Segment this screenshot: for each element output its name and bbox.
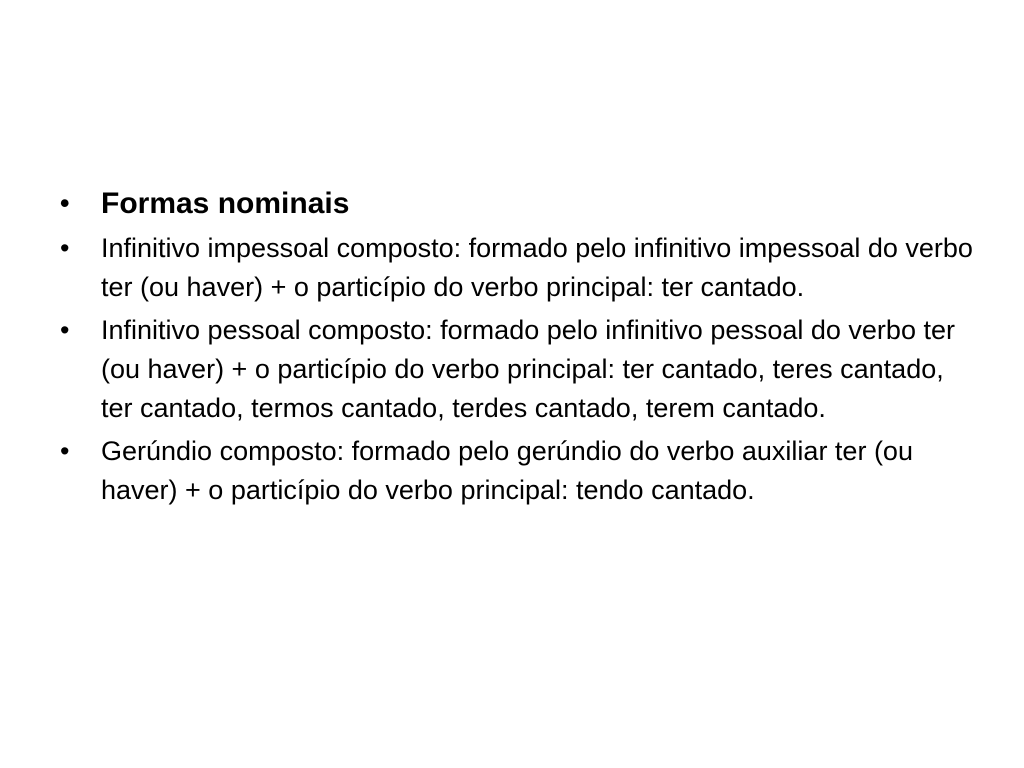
bullet-heading-text: Formas nominais [101, 187, 350, 220]
slide-body [58, 184, 978, 514]
bullet-item [58, 432, 978, 510]
bullet-text: Gerúndio composto: formado pelo gerúndio do verbo auxiliar ter (ou haver) + o particípio do verbo principal: tendo cantado. [101, 436, 913, 505]
bullet-icon: • [60, 188, 70, 218]
bullet-text: Infinitivo pessoal composto: formado pelo infinitivo pessoal do verbo ter (ou haver) + o particípio do verbo principal: ter cantado, teres cantado, ter cantado, termos cantado, terdes cantado, terem cantado. [101, 315, 955, 423]
bullet-text: Infinitivo impessoal composto: formado pelo infinitivo impessoal do verbo ter (ou haver) + o particípio do verbo principal: ter cantado. [101, 233, 973, 302]
bullet-item [58, 311, 978, 428]
bullet-item-heading [58, 184, 978, 223]
bullet-icon: • [60, 315, 70, 345]
bullet-icon: • [60, 233, 70, 263]
bullet-list [58, 184, 978, 510]
bullet-icon: • [60, 436, 70, 466]
bullet-item [58, 229, 978, 307]
